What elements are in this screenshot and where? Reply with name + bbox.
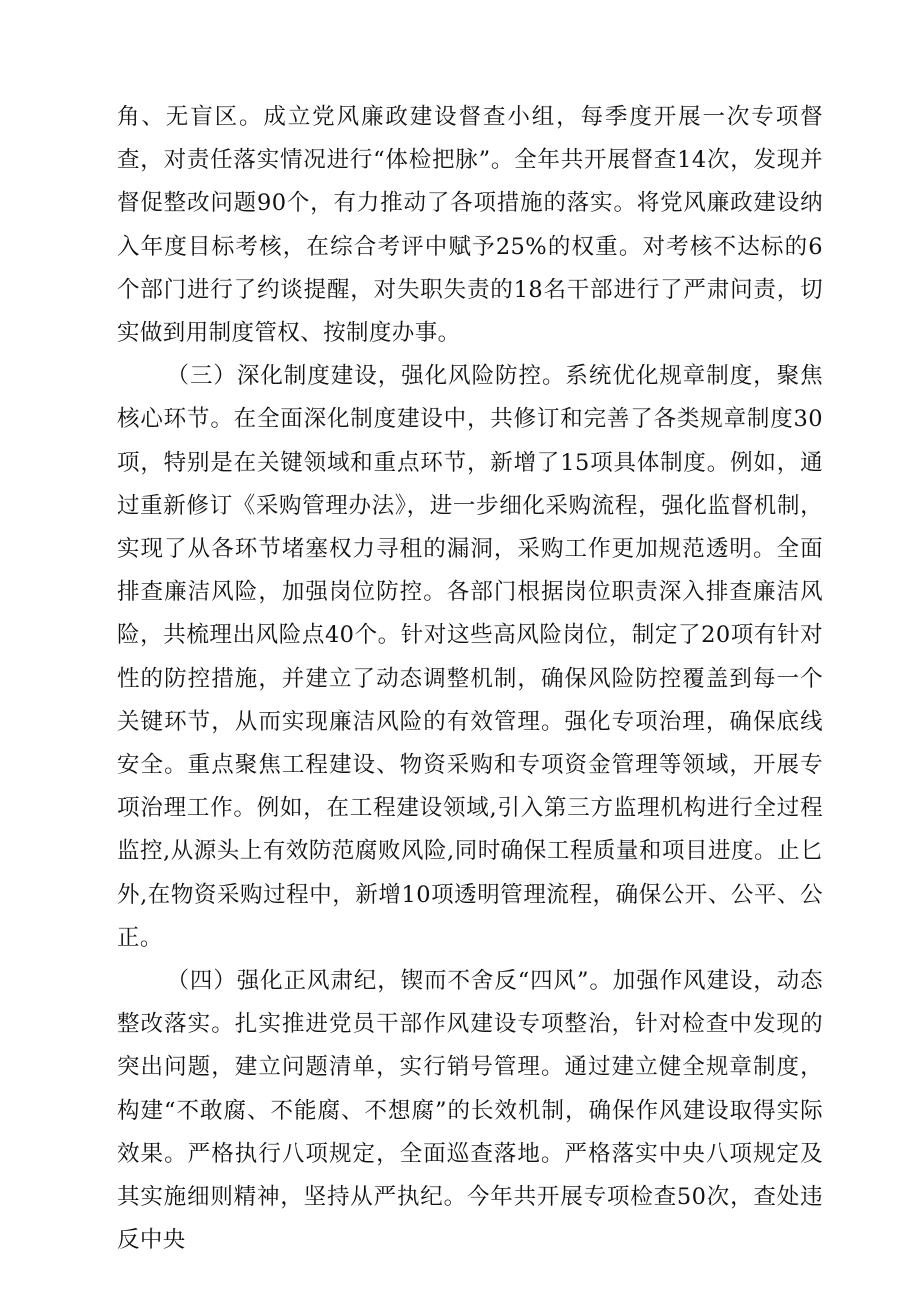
paragraph-section-four: （四）强化正风肃纪，锲而不舍反“四风”。加强作风建设，动态整改落实。扎实推进党员干部作风建设专项整治，针对检查中发现的突出问题，建立问题清单，实行销号管理。通过建立健全规章制度，构建“不敢腐、不能腐、不想腐”的长效机制，确保作风建设取得实际效果。严格执行八项规定，全面巡查落地。严格落实中央八项规定及其实施细则精神，坚持从严执纪。今年共开展专项检查50次，查处违反中央	[117, 968, 823, 1254]
paragraph-section-three: （三）深化制度建设，强化风险防控。系统优化规章制度，聚焦核心环节。在全面深化制度建设中，共修订和完善了各类规章制度30项，特别是在关键领域和重点环节，新增了15项具体制度。例如，通过重新修订《采购管理办法》，进一步细化采购流程，强化监督机制，实现了从各环节堵塞权力寻租的漏洞，采购工作更加规范透明。全面排查廉洁风险，加强岗位防控。各部门根据岗位职责深入排查廉洁风险，共梳理出风险点40个。针对这些高风险岗位，制定了20项有针对性的防控措施，并建立了动态调整机制，确保风险防控覆盖到每一个关键环节，从而实现廉洁风险的有效管理。强化专项治理，确保底线安全。重点聚焦工程建设、物资采购和专项资金管理等领域，开展专项治理工作。例如，在工程建设领域,引入第三方监理机构进行全过程监控,从源头上有效防范腐败风险,同时确保工程质量和项目进度。止匕外,在物资采购过程中，新增10项透明管理流程，确保公开、公平、公正。	[117, 363, 823, 951]
document-body	[117, 96, 823, 1262]
paragraph-continued: 角、无盲区。成立党风廉政建设督查小组，每季度开展一次专项督查，对责任落实情况进行“体检把脉”。全年共开展督查14次，发现并督促整改问题90个，有力推动了各项措施的落实。将党风廉政建设纳入年度目标考核，在综合考评中赋予25%的权重。对考核不达标的6个部门进行了约谈提醒，对失职失责的18名干部进行了严肃问责，切实做到用制度管权、按制度办事。	[117, 104, 823, 347]
